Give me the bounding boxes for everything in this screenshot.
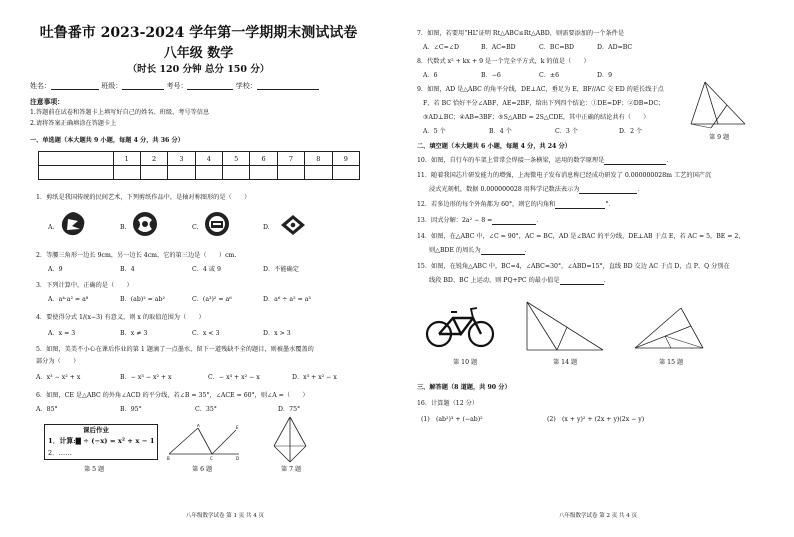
q1-option-a: A. [48, 224, 55, 231]
q3-option-c: C．(a³)² = a⁶ [192, 296, 232, 303]
q3-option-b: B．(ab)² = ab² [120, 296, 165, 303]
q4-option-d: D．x > 3 [263, 330, 291, 337]
answer-cell [39, 166, 114, 180]
q7-option-d: D．AD=BC [597, 44, 633, 51]
papercut-d-icon [280, 214, 306, 236]
question-16-title: 16．计算题（12 分） [417, 400, 479, 407]
name-label: 姓名： [30, 82, 51, 90]
q9-option-b: B．4 个 [489, 128, 512, 135]
q4-option-b: B．x ≠ 3 [120, 330, 148, 337]
question-2: 2．等腰三角形一边长 9cm，另一边长 4cm，它的第三边是（ ）cm. [36, 252, 237, 259]
q10-blank[interactable] [604, 164, 666, 165]
figure-10-caption: 第 10 题 [453, 359, 478, 366]
q5-option-d: D．x³ + x² − x [292, 374, 337, 381]
question-10-text: 10．如图，自行车的车架上常常会焊接一条横梁，运用的数学原理是 [417, 157, 605, 164]
q8-option-b: B．−6 [481, 72, 501, 79]
papercut-c-icon [202, 210, 232, 238]
question-11-line2: 浸式光刻机，数据 0.000000028 用科学记数法表示为 ． [429, 186, 644, 193]
papercut-b-icon [130, 210, 160, 238]
question-15-line1: 15．如图，在锐角△ABC 中，BC=4，∠ABC=30°，∠ABD=15°，直线 BD 交边 AC 于点 D，点 P、Q 分别在 [417, 263, 730, 270]
page-footer: 八年级数学试卷 第 2 页 共 4 页 [559, 513, 637, 519]
school-field[interactable] [257, 89, 319, 90]
q4-option-a: A．x = 3 [48, 330, 76, 337]
answer-cell[interactable] [305, 166, 332, 180]
answer-table [38, 151, 360, 180]
exam-title: 吐鲁番市 2023-2024 学年第一学期期末测试试卷 [39, 25, 358, 41]
section-2-title: 二、填空题（本大题共 6 小题，每题 4 分，共 24 分） [417, 143, 571, 150]
question-5-line1: 5．如图，美美不小心在课后作业的第 1 题滴了一点墨水，留下一道残缺不全的题目，则被墨水覆盖的 [36, 346, 314, 353]
question-14-line1: 14．如图，在△ABC 中，∠C = 90°，AC = BC，AD 是∠BAC 的平分线，DE⊥AB 于点 E，若 AC = 5，BE = 2， [417, 233, 745, 240]
school-label: 学校： [235, 82, 257, 90]
answer-table-answer-row [39, 166, 360, 180]
question-7: 7．如图，若要用“HL”证明 Rt△ABC≌Rt△ABD，则需要添加的一个条件是 [417, 30, 625, 37]
q4-option-c: C．x < 3 [192, 330, 220, 337]
q6-option-a: A．85° [36, 406, 58, 413]
question-10: 10．如图，自行车的车架上常常会焊接一条横梁，运用的数学原理是 ． [417, 157, 673, 164]
question-9-line1: 9．如图，AD 是△ABC 的角平分线，DE⊥AC，垂足为 E，BF//AC 交 ED 的延长线于点 [417, 86, 664, 93]
answer-cell[interactable] [332, 166, 359, 180]
answer-table-header-row [39, 152, 360, 166]
papercut-a-icon [58, 210, 88, 238]
question-9-line2: F，若 BC 恰好平分∠ABF，AE=2BF，给出下列四个结论：①DE=DF；②DB=DC； [423, 100, 665, 107]
q7-option-c: C．BC=BD [539, 44, 575, 51]
exam-subtitle: 八年级 数学 [163, 46, 234, 61]
q9-option-c: C．3 个 [555, 128, 579, 135]
exam-number-label: 考号： [166, 82, 188, 90]
svg-text:D: D [236, 456, 240, 460]
notice-title: 注意事项： [30, 98, 64, 106]
q1-option-c: C. [192, 224, 199, 231]
q3-option-d: D．a⁶ ÷ a² = a³ [263, 296, 311, 303]
section-3-title: 三、解答题（8 道题，共 90 分） [417, 384, 511, 391]
homework-line1: 1．计算:▇ ÷ (−x) = x² + x − 1 [48, 437, 155, 445]
answer-table-header: 题号 [39, 152, 114, 166]
answer-table-header: 1 [113, 152, 140, 166]
svg-text:B: B [167, 456, 170, 460]
q5-option-c: C．− x³ + x² − x [208, 374, 260, 381]
question-3: 3．下列计算中，正确的是（ ） [36, 282, 133, 289]
question-1: 1．剪纸是我国传统的民间艺术，下列剪纸作品中，是轴对称图形的是（ ） [36, 194, 251, 201]
question-15-line2: 线段 BD、BC 上运动，则 PQ+PC 的最小值是 ． [429, 277, 610, 284]
q1-option-d: D. [263, 224, 270, 231]
q6-option-b: B．95° [120, 406, 142, 413]
q11-blank[interactable] [579, 193, 637, 194]
figure-7-caption: 第 7 题 [281, 466, 302, 473]
answer-cell[interactable] [140, 166, 167, 180]
figure-9-caption: 第 9 题 [709, 134, 730, 141]
answer-table-header: 2 [140, 152, 167, 166]
figure-14-caption: 第 14 题 [553, 359, 578, 366]
exam-time-score: （时长 120 分钟 总分 150 分） [127, 64, 270, 75]
svg-text:E: E [236, 425, 239, 430]
q3-option-a: A．a⁴·a² = a⁸ [48, 296, 89, 303]
exam-number-field[interactable] [187, 89, 233, 90]
answer-table-header: 4 [195, 152, 222, 166]
svg-text:A: A [197, 424, 200, 428]
q2-option-b: B．4 [120, 266, 135, 273]
bicycle-icon [425, 300, 495, 350]
answer-cell[interactable] [195, 166, 222, 180]
question-5-line2: 部分为（ ） [36, 358, 80, 365]
question-14-text: 则△BDE 的周长为 [429, 247, 481, 254]
figure-6-diagram [166, 424, 242, 460]
question-11-text: 浸式光刻机，数据 0.000000028 用科学记数法表示为 [429, 186, 580, 193]
question-11-line1: 11．随着我国芯片研发能力的增强，上海微电子发布消息称已经成功研发了 0.000000028m 工艺的国产沉 [417, 172, 712, 179]
answer-cell[interactable] [250, 166, 277, 180]
homework-title: 课后作业 [83, 426, 109, 434]
name-field[interactable] [51, 89, 99, 90]
question-15-text: 线段 BD、BC 上运动，则 PQ+PC 的最小值是 [429, 277, 560, 284]
q12-blank[interactable] [555, 208, 605, 209]
section-1-title: 一、单选题（本大题共 9 小题，每题 4 分，共 36 分） [30, 137, 184, 144]
q8-option-c: C．±6 [539, 72, 560, 79]
answer-cell[interactable] [113, 166, 140, 180]
q8-option-a: A．6 [423, 72, 438, 79]
q6-option-c: C．35° [195, 406, 217, 413]
q15-blank[interactable] [560, 284, 604, 285]
question-16-part1: (1) (ab²)³ + (−ab)² [421, 416, 483, 423]
question-6: 6．如图，CE 是△ABC 的外角∠ACD 的平分线，若∠B = 35°，∠ACE = 60°，则∠A =（ ） [36, 392, 309, 399]
answer-table-header: 8 [305, 152, 332, 166]
q1-option-b: B. [120, 224, 127, 231]
figure-5-caption: 第 5 题 [84, 466, 105, 473]
answer-cell[interactable] [168, 166, 195, 180]
figure-9-diagram [687, 76, 751, 132]
answer-table-header: 5 [223, 152, 250, 166]
q9-option-d: D．2 个 [619, 128, 643, 135]
q7-option-a: A．∠C=∠D [423, 44, 459, 51]
question-16-part2: (2) (x + y)² + (2x + y)(2x − y) [547, 416, 645, 423]
q5-option-a: A．x³ − x² + x [36, 374, 81, 381]
answer-table-header: 3 [168, 152, 195, 166]
answer-cell[interactable] [277, 166, 304, 180]
q6-option-d: D．75° [278, 406, 301, 413]
q2-option-c: C．4 或 9 [192, 266, 221, 273]
q9-option-a: A．5 个 [423, 128, 446, 135]
question-12-text: 12．若多边形的每个外角都为 60°，则它的内角和 [417, 201, 556, 208]
question-8: 8．代数式 x² + kx + 9 是一个完全平方式，k 的值是（ ） [417, 58, 590, 65]
question-14-line2: 则△BDE 的周长为 ． [429, 247, 531, 254]
question-4: 4．要使得分式 1/(x−3) 有意义，则 x 的取值范围为（ ） [36, 314, 205, 321]
question-13: 13．因式分解：2a² − 8 = ． [417, 217, 543, 224]
answer-cell[interactable] [223, 166, 250, 180]
q13-blank[interactable] [492, 224, 536, 225]
question-13-text: 13．因式分解：2a² − 8 = [417, 217, 493, 224]
class-field[interactable] [122, 89, 164, 90]
figure-15-caption: 第 15 题 [659, 359, 684, 366]
figure-15-diagram [629, 300, 709, 356]
svg-text:C: C [210, 456, 213, 460]
answer-table-header: 9 [332, 152, 359, 166]
student-info-row [30, 82, 319, 90]
figure-7-diagram [268, 414, 312, 466]
right-page [397, 0, 794, 537]
q14-blank[interactable] [481, 254, 525, 255]
q7-option-b: B．AC=BD [481, 44, 516, 51]
notice-item: 1.答题前在试卷和答题卡上填写好自己的姓名、班级、考号等信息 [30, 109, 210, 116]
class-label: 班级： [101, 82, 123, 90]
answer-table-header: 7 [277, 152, 304, 166]
figure-14-diagram [517, 298, 609, 358]
notice-item: 2.请将答案正确填涂在答题卡上 [30, 120, 117, 127]
homework-line2: 2．…… [48, 449, 72, 457]
q2-option-a: A．9 [48, 266, 63, 273]
homework-figure [44, 424, 158, 460]
q8-option-d: D．9 [597, 72, 613, 79]
q2-option-d: D．不能确定 [263, 266, 299, 273]
question-12: 12．若多边形的每个外角都为 60°，则它的内角和 °． [417, 201, 615, 208]
figure-6-caption: 第 6 题 [192, 466, 213, 473]
q5-option-b: B．− x³ − x² + x [120, 374, 172, 381]
page-footer: 八年级数学试卷 第 1 页 共 4 页 [186, 513, 264, 519]
question-9-line3: ③AD⊥BC；④AB=3BF；⑤S△ABD = 2S△CDE，其中正确的结论共有（ ） [423, 114, 650, 121]
answer-table-header: 6 [250, 152, 277, 166]
